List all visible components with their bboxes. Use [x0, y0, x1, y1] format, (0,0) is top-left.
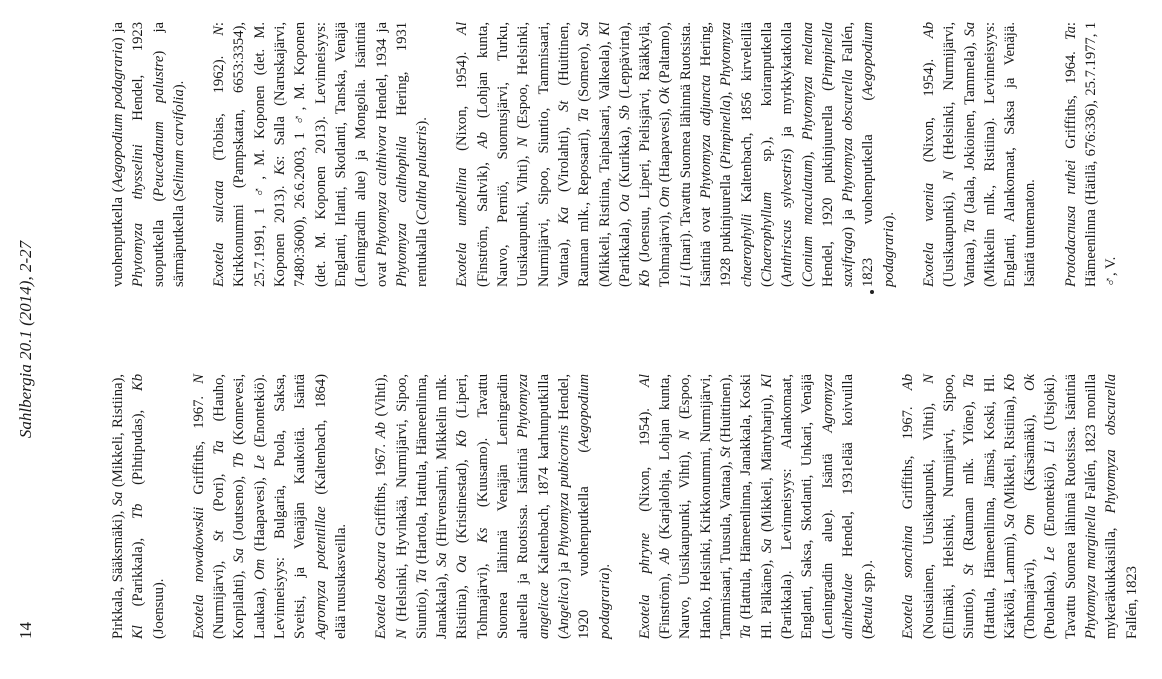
text-run: Hendel, 1934 ja — [373, 22, 390, 126]
text-run: (Kurikka), — [616, 119, 633, 195]
text-run: (Paltamo), — [657, 22, 674, 88]
italic-term: Pimpinella — [718, 100, 735, 165]
species-entry-cont2 — [108, 22, 189, 287]
text-run: (Helsinki, Hyvinkää, Nurmijärvi, Sipoo, Siuntio), — [393, 374, 430, 639]
italic-term: Sa — [576, 22, 593, 37]
italic-term: Angelica — [555, 582, 572, 635]
text-run: (Huittinen, Rauman mlk., Reposaari), — [555, 22, 593, 287]
text-run: ) ja myrkkykatkolla ( — [779, 22, 816, 287]
italic-term: Phytomyza marginella — [1083, 505, 1100, 639]
italic-term: Li — [677, 274, 694, 287]
text-run: Fallén, 1823 vuohenputkella ( — [840, 22, 877, 287]
italic-term: Ka — [555, 206, 572, 224]
italic-term: Ta — [576, 108, 593, 123]
text-run: ) ja — [555, 556, 572, 583]
species-entry-sulcata — [209, 22, 432, 287]
italic-term: Ab — [920, 22, 937, 39]
italic-term: Ks — [474, 527, 491, 543]
text-run: (Pori), — [211, 454, 228, 531]
italic-term: Conium maculatum — [799, 159, 816, 283]
text-run: Griffiths, 1964. — [1062, 40, 1079, 160]
italic-term: Kb — [637, 269, 654, 287]
italic-term: Om — [1022, 514, 1039, 536]
text-run: ) ja — [840, 201, 857, 232]
text-run: (Hattula, Hämeenlinna, Jämsä, Koski, Hl. Kärkölä, Lammi), — [981, 374, 1018, 639]
text-run: (Parikkala), — [130, 519, 147, 626]
text-run: (Espoo, Helsinki, Nurmijärvi, Sipoo, Siuntio, Tammisaari, Vantaa), — [515, 22, 572, 287]
text-run: (Rauman mlk. Ylöne), — [961, 388, 978, 564]
italic-term: Phytomyza melana — [799, 22, 816, 141]
text-run: (Mikkelin mlk., Ristiina). Levinneisyys: Englanti, Alankomaat, Saksa ja Venäjä. Isäntä tuntematon. — [981, 22, 1039, 287]
italic-term: Sa — [961, 22, 978, 37]
italic-term: Tb — [130, 503, 147, 520]
italic-term: St — [211, 530, 228, 542]
italic-term: Le — [1042, 546, 1059, 562]
text-run: (Lohjan kunta, Nauvo, Perniö, Suomusjärvi, Turku, Uusikaupunki, Vihti), — [474, 22, 532, 287]
italic-term: N — [515, 137, 532, 147]
text-run: (Elimäki, Helsinki, Nurmijärvi, Sipoo, Siuntio), — [940, 374, 978, 639]
text-run: : Salla (Naruskajärvi, 7480:3600), 26.6.2003, 1 ♂, M. Koponen (det. M. Koponen 2013). Levinneisyys: Englanti, Irlanti, Skotlanti, Tanska, Venäjä (Leningradin alue) ja Mongolia. Isäntinä ovat — [272, 22, 390, 287]
italic-term: Kb — [130, 373, 147, 392]
text-run: (Puolanka), — [1042, 561, 1059, 639]
italic-term: Ok — [1022, 374, 1039, 392]
text-run: (Hauho, Korpilahti), — [211, 374, 248, 639]
italic-term: Phytomyza adjuncta — [698, 74, 715, 199]
text-run: Hendel, 1923 suoputkella ( — [130, 22, 167, 287]
text-run: Fallén, 1823 monilla mykeräkukkaisilla, — [1083, 374, 1120, 639]
italic-term: Aegopodium podagraria — [576, 374, 613, 639]
italic-term: Pimpinella saxifraga — [819, 22, 857, 287]
text-run: (Kristinestad), — [454, 447, 471, 556]
italic-term: Ta — [211, 440, 228, 455]
text-run: : Kirkkonummi (Pampskatan, 6653:3354), 25.7.1991, 1 ♂, M. Koponen (det. M. Koponen 2013). — [211, 22, 289, 287]
italic-term: Protodacnusa ruthei — [1062, 159, 1079, 287]
italic-term: Tb — [231, 452, 248, 469]
italic-term: Al — [454, 21, 471, 35]
italic-term: Ta — [961, 374, 978, 389]
text-run: : Hämeenlinna (Hätilä, 676:336), 25.7.1977, 1 ♂, V. — [1062, 22, 1120, 287]
italic-term: N — [920, 374, 937, 384]
italic-term: Ab — [474, 131, 491, 149]
italic-term: Ok — [657, 87, 674, 105]
italic-term: N — [190, 374, 207, 384]
species-entry-vaenia — [919, 22, 1041, 287]
italic-term: Selinum carvifolia — [170, 89, 187, 197]
text-run: Hendel, 1920 pukinjuurella ( — [819, 86, 836, 287]
text-run: vuohenputkella ( — [110, 187, 126, 287]
text-run: (Inari). Tavattu Suomea lähinnä Ruotsista. Isäntinä ovat — [677, 22, 715, 287]
italic-term: Exotela vaenia — [920, 182, 937, 287]
italic-term: Oa — [454, 555, 471, 574]
species-entry-cont — [108, 374, 169, 639]
italic-term: Kl — [596, 22, 613, 36]
text-run: (Parikkala), — [616, 211, 633, 287]
italic-term: Ta — [413, 569, 430, 584]
italic-term: Peucedanum palustre — [150, 55, 167, 197]
text-run: (Hartola, Hattula, Hämeenlinna, Janakkala), — [413, 373, 451, 639]
italic-term: Phytomyza calthophila — [393, 136, 410, 287]
italic-term: Exotela nowakowskii — [190, 506, 207, 639]
text-run: (Mikkeli, Ristiina), — [110, 374, 126, 492]
text-run: (Jaala, Jokioinen, Tammela), — [961, 36, 978, 220]
italic-term: Phytomyza calthivora — [373, 125, 390, 256]
text-run: (Enontekiö), — [1042, 452, 1059, 547]
italic-term: Ab — [373, 422, 390, 439]
text-run: (Leppävirta), — [616, 22, 633, 106]
text-run: (Pihtipudas), — [130, 391, 147, 504]
text-run: (Nixon, 1954). — [636, 386, 653, 533]
text-run: (Karjalohja, Lohjan kunta, Nauvo, Uusikaupunki, Vihti), — [657, 374, 694, 639]
italic-term: Phytomyza obscurella — [1103, 374, 1120, 514]
text-run: (Haapavesi), — [657, 104, 674, 187]
text-run: (Huittinen), — [718, 374, 735, 447]
italic-term: Sb — [616, 105, 633, 120]
italic-term: Exotela umbellina — [454, 167, 471, 287]
italic-term: Sa — [231, 548, 248, 563]
italic-term: Ab — [657, 547, 674, 565]
italic-term: Betula — [860, 596, 877, 635]
text-run: (Tohmajärvi), — [1022, 535, 1039, 639]
text-run: ) ja särmäputkella ( — [150, 22, 187, 287]
text-run: ) ja — [110, 22, 126, 43]
text-run: ), — [799, 140, 816, 160]
text-run: (Kuusamo). Tavattu Suomea lähinnä Venäjän Leningradin alueella ja Ruotsissa. Isäntinä — [474, 374, 532, 639]
italic-term: N — [393, 629, 410, 639]
text-run: ). — [596, 563, 613, 573]
text-run: (Konnevesi, Laukaa), — [231, 374, 268, 639]
right-text-column — [108, 22, 1142, 287]
text-run: (Uusikaupunki), — [941, 180, 958, 287]
text-run: Hendel, 1931elää koivuilla ( — [839, 374, 877, 639]
italic-term: Phytomyza thysselini — [130, 144, 147, 287]
italic-term: Phytomyza angelicae — [515, 374, 552, 639]
italic-term: Om — [657, 186, 674, 208]
italic-term: Le — [251, 454, 268, 470]
text-run: Hering, 1928 pukinjuurella ( — [698, 22, 735, 287]
text-run: Hering, 1931 rentukalla ( — [393, 22, 431, 287]
italic-term: Caltha palustris — [414, 125, 431, 221]
text-run: (Somero), — [576, 36, 593, 109]
bullet-dot-mark — [870, 290, 874, 294]
species-entry-umbellina — [452, 22, 899, 287]
italic-term: Al — [636, 374, 653, 387]
text-run: Pirkkala, Sääksmäki), — [110, 506, 126, 639]
left-text-column — [108, 374, 1162, 639]
italic-term: St — [961, 563, 978, 576]
text-run: (Hirvensalmi, Mikkelin mlk. Ristiina), — [434, 374, 471, 639]
text-run: (Finström, Saltvik), — [474, 148, 491, 287]
italic-term: St — [555, 100, 572, 112]
text-run: (Tobias, 1962). — [211, 35, 228, 181]
text-run: (Nurmijärvi), — [211, 541, 228, 639]
text-run: spp.). — [860, 559, 877, 597]
text-run: (Finström), — [657, 564, 674, 639]
journal-citation: Sahlbergia 20.1 (2014), 2-27 — [16, 240, 35, 439]
text-run: (Liperi, Tohmajärvi), — [454, 374, 491, 639]
italic-term: Ks — [272, 159, 289, 176]
text-run: Hendel, 1920 vuohenputkella ( — [555, 374, 593, 639]
italic-term: Kb — [454, 430, 471, 448]
italic-term: N — [211, 26, 228, 36]
text-run: ). — [414, 117, 431, 126]
text-run: (Joensuu). — [150, 578, 167, 639]
italic-term: Exotela phryne — [636, 532, 653, 639]
text-run: (Kärsämäki), — [1022, 391, 1039, 515]
italic-term: Chaerophyllum — [758, 191, 775, 283]
italic-term: Kl — [130, 625, 147, 639]
italic-term: Agromyza alnibetulae — [819, 374, 856, 639]
italic-term: Aegopodium podagraria — [110, 42, 126, 188]
species-entry-nowakowskii — [189, 374, 351, 639]
italic-term: Phytomyza chaerophylli — [718, 22, 755, 287]
italic-term: Kl — [758, 374, 775, 388]
text-run: (Haapavesi), — [251, 469, 268, 559]
text-run: (Joutseno), — [231, 468, 248, 549]
italic-term: Exotela obscura — [373, 541, 390, 639]
italic-term: Sa — [434, 552, 451, 567]
italic-term: Oa — [616, 194, 633, 212]
italic-term: N — [941, 170, 958, 181]
text-run: (Mikkeli, Mäntyharju), — [758, 387, 775, 539]
text-run: (Nousiainen, Uusikaupunki, Vihti), — [920, 383, 937, 639]
text-run: (Vihti), — [373, 373, 390, 423]
text-run: (Kaltenbach, 1864) elää ruusukasveilla. — [312, 374, 349, 639]
text-run: Kaltenbach, 1874 karhunputkilla ( — [535, 374, 572, 639]
italic-term: Sa — [110, 491, 126, 507]
italic-term: Sa — [758, 538, 775, 554]
text-run: ). — [170, 80, 187, 90]
text-run: (Hattula, Hämeenlinna, Janakkala, Koski Hl. Pälkäne), — [738, 374, 775, 639]
italic-term: Ab — [900, 374, 917, 391]
species-entry-obscura — [371, 374, 615, 639]
text-run: sp.), koiranputkella ( — [758, 22, 796, 287]
italic-term: N — [677, 430, 694, 440]
italic-term: Anthriscus sylvestris — [779, 153, 796, 283]
italic-term: St — [718, 446, 735, 458]
italic-term: Exotela sulcata — [211, 180, 228, 287]
page-number: 14 — [16, 622, 35, 639]
species-entry-phryne — [635, 374, 879, 639]
italic-term: Phytomyza obscurella — [840, 69, 857, 202]
text-run: (Nixon, 1954). — [454, 34, 471, 168]
italic-term: Om — [251, 558, 268, 580]
italic-term: Exotela sonchina — [900, 525, 917, 639]
text-run: Griffiths, 1967. — [373, 438, 390, 542]
italic-term: Ta — [1062, 26, 1079, 41]
text-run: (Espoo, Hanko, Helsinki, Kirkkonummi, Nurmijärvi, Tammisaari, Tuusula, Vantaa), — [677, 374, 735, 639]
italic-term: Ta — [738, 624, 755, 639]
italic-term: Kb — [1001, 374, 1018, 392]
italic-term: Agromyza potentillae — [312, 506, 329, 639]
text-run: (Enontekiö). Levinneisyys: Bulgaria, Puola, Saksa, Sveitsi, ja Venäjän Kaukoitä. Isäntä — [251, 374, 309, 639]
text-run: ). — [880, 211, 897, 221]
italic-term: Sa — [1001, 513, 1018, 529]
text-run: (Virolahti), — [555, 111, 572, 207]
species-entry-sonchina — [898, 374, 1142, 639]
italic-term: Aegopodium podagraria — [860, 22, 897, 287]
text-run: Kaltenbach, 1856 kirveleillä ( — [738, 22, 775, 287]
text-run: Griffiths, 1967. — [190, 383, 207, 507]
text-run: Griffiths, 1967. — [900, 390, 917, 526]
species-entry-ruthei — [1061, 22, 1122, 287]
text-run: (Helsinki, Nurmijärvi, Vantaa), — [941, 22, 978, 287]
text-run: (Parikkala). Levinneisyys: Alankomaat, Englanti, Saksa, Skotlanti, Unkari, Venäjä (Leningradin alue). Isäntä — [778, 374, 836, 639]
text-run: (Mikkeli, Ristiina, Taipalsaari, Valkeala), — [596, 35, 613, 287]
text-run: (Mikkeli, Ristiina), — [1001, 391, 1018, 514]
running-head — [10, 0, 50, 679]
italic-term: Phytomyza pubicornis — [555, 424, 572, 557]
text-run: Fallén, 1823 — [1123, 566, 1140, 639]
text-run: (Nixon, 1954). — [920, 38, 937, 183]
text-run: (Joensuu, Liperi, Pielisjärvi, Rääkkylä, Tohmajärvi), — [637, 22, 674, 287]
italic-term: Ta — [961, 219, 978, 234]
text-run: (Utsjoki). Tavattu Suomea lähinnä Ruotsissa. Isäntinä — [1042, 374, 1079, 639]
text-run: ), — [718, 86, 735, 101]
italic-term: Li — [1042, 440, 1059, 453]
